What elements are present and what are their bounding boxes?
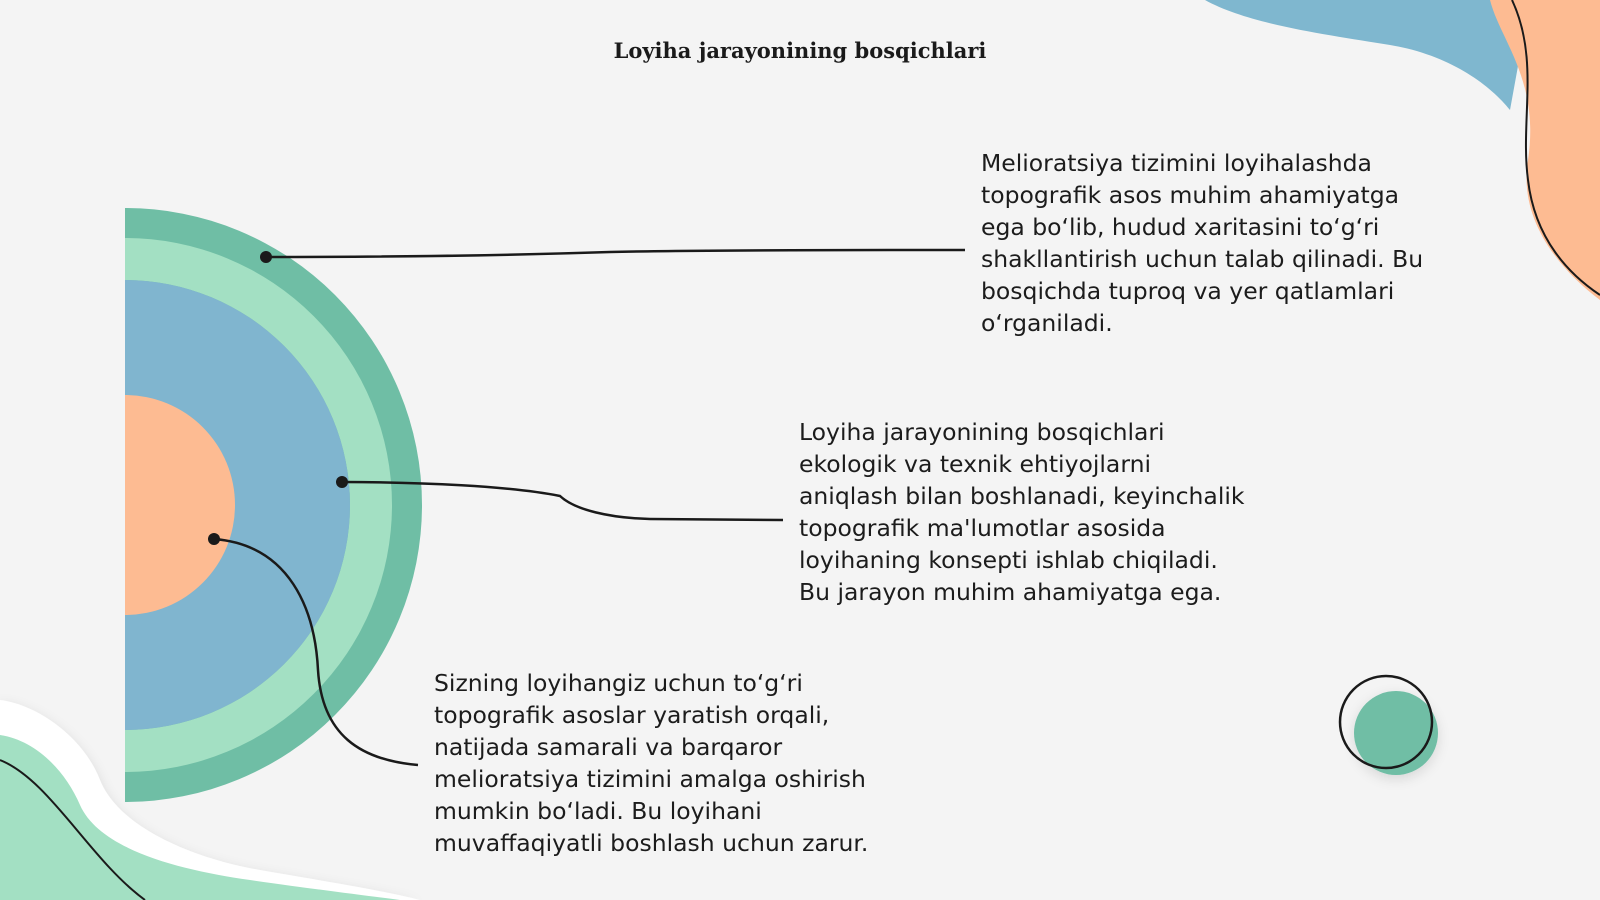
text-line: topografik asoslar yaratish orqali, [434,701,830,729]
text-line: topografik ma'lumotlar asosida [799,514,1166,542]
text-line: o‘rganiladi. [981,309,1113,337]
text-line: ekologik va texnik ehtiyojlarni [799,450,1151,478]
text-line: Loyiha jarayonining bosqichlari [799,418,1165,446]
text-line: ega bo‘lib, hudud xaritasini to‘g‘ri [981,213,1380,241]
text-line: natijada samarali va barqaror [434,733,783,761]
text-line: Sizning loyihangiz uchun to‘g‘ri [434,669,803,697]
text-block-2 [799,416,1245,608]
text-line: mumkin bo‘ladi. Bu loyihani [434,797,762,825]
text-line: shakllantirish uchun talab qilinadi. Bu [981,245,1424,273]
core-disc [15,395,235,615]
text-line: aniqlash bilan boshlanadi, keyinchalik [799,482,1245,510]
text-line: melioratsiya tizimini amalga oshirish [434,765,866,793]
slide-title: Loyiha jarayonining bosqichlari [613,38,987,63]
text-line: muvaffaqiyatli boshlash uchun zarur. [434,829,869,857]
connector-dot-2 [336,476,348,488]
text-line: Bu jarayon muhim ahamiyatga ega. [799,578,1222,606]
concentric-half-circles [0,208,422,802]
connector-dot-3 [208,533,220,545]
connector-line-1 [266,250,965,257]
text-block-1 [981,147,1423,339]
text-block-3 [434,667,868,859]
connector-dot-1 [260,251,272,263]
text-line: loyihaning konsepti ishlab chiqiladi. [799,546,1218,574]
text-line: bosqichda tuproq va yer qatlamlari [981,277,1395,305]
text-line: Melioratsiya tizimini loyihalashda [981,149,1372,177]
text-line: topografik asos muhim ahamiyatga [981,181,1400,209]
